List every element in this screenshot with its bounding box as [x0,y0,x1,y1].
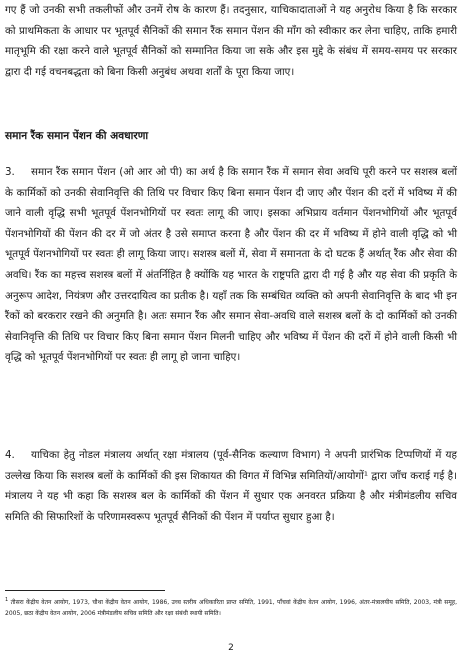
footnote-separator [5,590,165,591]
page-number: 2 [228,643,234,653]
paragraph-4-number: 4. [5,449,15,461]
paragraph-4-text: याचिका हेतु नोडल मंत्रालय अर्थात् रक्षा मंत्रालय (पूर्व-सैनिक कल्याण विभाग) ने अपनी प्रारंभिक टिप्पणियों में यह उल्लेख किया कि सशस्त्र बलों के कार्मिकों की इस शिकायत की विगत में विभिन्न समितियों/आयोगों¹ द्वारा जाँच कराई गई है। मंत्रालय ने यह भी कहा कि सशस्त्र बल के कार्मिकों की पेंशन में सुधार एक अनवरत प्रक्रिया है और मंत्रीमंडलीय सचिव समिति की सिफारिशों के परिणामस्वरूप भूतपूर्व सैनिकों की पेंशन में पर्याप्त सुधार हुआ है। [5,449,457,523]
paragraph-3 [5,162,457,368]
paragraph-3-number: 3. [5,166,15,178]
section-heading: समान रैंक समान पेंशन की अवधारणा [5,130,149,142]
paragraph-4 [5,445,457,527]
footnote-text: तीसरा केंद्रीय वेतन आयोग, 1973, चौथा केंद्रीय वेतन आयोग, 1986, उच्च स्तरीय अधिकारिता प्राप्त समिति, 1991, पाँचवां केंद्रीय वेतन आयोग, 1996, अंतर-मंत्रालयीय समिति, 2003, मंत्री समूह, 2005, छठा केंद्रीय वेतन आयोग, 2006 मंत्रीमंडलीय सचिव समिति और रक्षा संबंधी स्थायी समिति। [5,599,457,617]
paragraph-3-text: समान रैंक समान पेंशन (ओ आर ओ पी) का अर्थ है कि समान रैंक में समान सेवा अवधि पूरी करने पर सशस्त्र बलों के कार्मिकों को उनकी सेवानिवृत्ति की तिथि पर विचार किए बिना समान पेंशन दी जाए और पेंशन की दरों में भविष्य में की जाने वाली वृद्धि सभी भूतपूर्व पेंशनभोगियों पर स्वतः लागू की जाए। इसका अभिप्राय वर्तमान पेंशनभोगियों और भूतपूर्व पेंशनभोगियों की पेंशन की दर में जो अंतर है उसे समाप्त करना है और पेंशन की दर में भविष्य में होने वाली वृद्धि को भी भूतपूर्व पेंशनभोगियों पर स्वतः ही लागू किया जाए। सशस्त्र बलों में, सेवा में समानता के दो घटक हैं अर्थात् रैंक और सेवा की अवधि। रैंक का महत्त्व सशस्त्र बलों में अंतर्निहित है क्योंकि यह भारत के राष्ट्रपति द्वारा दी गई है और यह सेवा की प्रकृति के अनुरूप आदेश, नियंत्रण और उत्तरदायित्व का प्रतीक है। यहाँ तक कि सम्बंधित व्यक्ति को अपनी सेवानिवृत्ति के बाद भी इन रैंकों को बरकरार रखने की अनुमति है। अतः समान रैंक और समान सेवा-अवधि वाले सशस्त्र बलों के दो कार्मिकों को उनकी सेवानिवृत्ति की तिथि पर विचार किए बिना समान पेंशन मिलनी चाहिए और भविष्य में पेंशन की दरों में होने वाली किसी भी वृद्धि को भूतपूर्व पेंशनभोगियों पर स्वतः ही लागू हो जाना चाहिए। [5,166,457,364]
footnote-marker: 1 [5,597,9,603]
footnote [5,597,457,619]
intro-paragraph: गए हैं जो उनकी सभी तकलीफों और उनमें रोष के कारण हैं। तदनुसार, याचिकादाताओं ने यह अनुरोध किया है कि सरकार को प्राथमिकता के आधार पर भूतपूर्व सैनिकों की समान रैंक समान पेंशन की माँग को स्वीकार कर लेना चाहिए, ताकि हमारी मातृभूमि की रक्षा करने वाले भूतपूर्व सैनिकों को सम्मानित किया जा सके और इस मुद्दे के संबंध में समय-समय पर सरकार द्वारा दी गई वचनबद्धता को बिना किसी अनुबंध अथवा शर्तों के पूरा किया जाए। [5,4,457,78]
